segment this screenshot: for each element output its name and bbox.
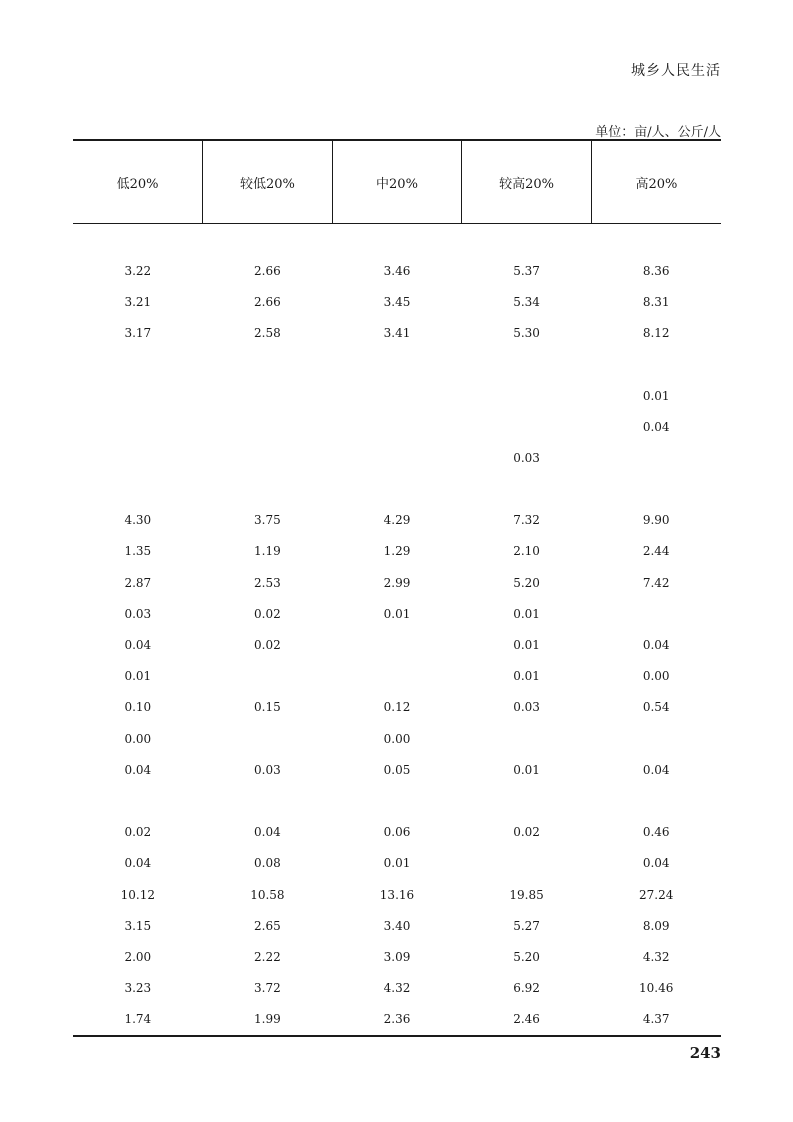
table-cell-lower-middle (203, 349, 333, 380)
column-header-upper-middle: 较高20% (462, 140, 592, 224)
table-cell-upper-middle: 0.03 (513, 450, 540, 465)
table-cell-middle: 0.01 (383, 606, 411, 621)
table-cell-upper-middle: 0.03 (513, 700, 540, 715)
table-cell-high: 4.37 (591, 1004, 721, 1036)
table-cell-high: 0.04 (642, 638, 670, 653)
table-row (73, 1004, 721, 1036)
table-row (73, 536, 721, 567)
table-cell-high (591, 349, 721, 380)
table-cell-middle: 3.40 (383, 918, 411, 933)
table-cell-upper-middle: 5.20 (513, 575, 540, 590)
table-cell-low: 3.15 (124, 918, 152, 933)
table-cell-middle: 0.05 (383, 762, 411, 777)
table-cell-low: 0.02 (124, 825, 152, 840)
table-cell-upper-middle: 0.02 (513, 825, 540, 840)
column-header-middle: 中20% (332, 140, 462, 224)
table-cell-lower-middle: 3.75 (254, 513, 281, 528)
table-cell-middle: 0.01 (383, 856, 411, 871)
table-cell-lower-middle (203, 474, 333, 505)
table-cell-low: 0.01 (124, 669, 152, 684)
table-cell-middle: 0.00 (383, 731, 411, 746)
table-cell-high: 8.12 (642, 326, 670, 341)
table-cell-upper-middle (462, 848, 592, 879)
column-header-high: 高20% (591, 140, 721, 224)
table-row (73, 567, 721, 598)
table-cell-upper-middle (462, 474, 592, 505)
table-cell-middle: 4.29 (383, 513, 411, 528)
table-cell-high: 27.24 (639, 887, 674, 902)
table-cell-lower-middle: 2.66 (254, 263, 281, 278)
table-cell-middle: 13.16 (379, 887, 415, 902)
table-row (73, 318, 721, 349)
table-cell-high: 8.31 (642, 294, 670, 309)
table-cell-low: 3.21 (124, 294, 152, 309)
table-cell-low: 10.12 (120, 887, 155, 902)
table-cell-low: 3.17 (124, 326, 152, 341)
table-cell-low: 0.10 (124, 700, 152, 715)
unit-label: 单位：亩/人、公斤/人 (595, 125, 721, 140)
table-row (73, 723, 721, 754)
table-row (73, 474, 721, 505)
table-cell-lower-middle: 0.15 (254, 700, 281, 715)
table-cell-upper-middle: 0.01 (513, 762, 540, 777)
table-cell-upper-middle (462, 785, 592, 816)
table-row (73, 629, 721, 660)
table-body (73, 224, 721, 1036)
table-row (73, 505, 721, 536)
table-cell-lower-middle (203, 785, 333, 816)
table-cell-middle (332, 349, 462, 380)
table-cell-middle: 3.46 (383, 263, 411, 278)
table-cell-upper-middle: 0.01 (513, 669, 540, 684)
table-cell-low (73, 442, 203, 473)
table-row (73, 910, 721, 941)
table-cell-upper-middle (462, 349, 592, 380)
column-header-low: 低20% (73, 140, 203, 224)
table-cell-high: 0.00 (642, 669, 670, 684)
table-row (73, 286, 721, 317)
table-cell-middle (332, 661, 462, 692)
table-cell-middle (332, 411, 462, 442)
table-row (73, 754, 721, 785)
data-table-container (73, 139, 721, 1037)
table-cell-low: 2.00 (124, 949, 152, 964)
table-cell-lower-middle: 0.02 (254, 606, 281, 621)
table-cell-low: 1.35 (124, 544, 152, 559)
table-cell-middle: 0.06 (383, 825, 411, 840)
table-cell-high: 8.36 (642, 263, 670, 278)
table-cell-middle (332, 785, 462, 816)
table-cell-upper-middle: 0.01 (513, 638, 540, 653)
table-cell-high: 0.04 (642, 856, 670, 871)
table-cell-middle: 4.32 (383, 981, 411, 996)
table-cell-high: 0.46 (642, 825, 670, 840)
table-cell-upper-middle: 5.34 (513, 294, 540, 309)
table-cell-lower-middle: 3.72 (254, 981, 281, 996)
table-cell-low (73, 380, 203, 411)
table-row (73, 442, 721, 473)
table-cell-high: 10.46 (639, 981, 674, 996)
table-row (73, 411, 721, 442)
table-cell-low: 1.74 (73, 1004, 203, 1036)
table-cell-upper-middle: 2.46 (462, 1004, 592, 1036)
table-cell-high: 8.09 (642, 918, 670, 933)
table-cell-low: 2.87 (124, 575, 152, 590)
table-cell-high: 0.54 (642, 700, 670, 715)
table-cell-high (591, 785, 721, 816)
table-cell-upper-middle: 5.37 (513, 263, 540, 278)
column-header-lower-middle: 较低20% (203, 140, 333, 224)
table-row (73, 817, 721, 848)
table-cell-upper-middle (462, 411, 592, 442)
table-cell-high (591, 442, 721, 473)
table-cell-middle (332, 629, 462, 660)
table-cell-low: 3.23 (124, 981, 152, 996)
table-cell-high: 9.90 (642, 513, 670, 528)
table-row (73, 380, 721, 411)
table-cell-lower-middle (203, 442, 333, 473)
table-cell-low: 3.22 (124, 263, 152, 278)
table-cell-high (591, 224, 721, 256)
table-cell-upper-middle (462, 723, 592, 754)
table-row (73, 598, 721, 629)
table-row (73, 941, 721, 972)
table-cell-low: 0.03 (124, 606, 152, 621)
table-cell-high (591, 723, 721, 754)
table-cell-lower-middle: 0.02 (254, 638, 281, 653)
table-cell-upper-middle: 7.32 (513, 513, 540, 528)
table-cell-low: 4.30 (124, 513, 152, 528)
table-row (73, 879, 721, 910)
table-cell-low (73, 349, 203, 380)
table-cell-lower-middle: 2.66 (254, 294, 281, 309)
table-cell-low (73, 411, 203, 442)
table-cell-upper-middle (462, 224, 592, 256)
table-cell-lower-middle: 1.19 (254, 544, 281, 559)
table-cell-lower-middle: 2.22 (254, 949, 281, 964)
table-cell-upper-middle: 2.10 (513, 544, 540, 559)
table-cell-low (73, 785, 203, 816)
table-cell-high (591, 598, 721, 629)
table-cell-lower-middle: 0.08 (254, 856, 281, 871)
table-row (73, 255, 721, 286)
table-cell-lower-middle (203, 411, 333, 442)
table-cell-high: 0.01 (642, 388, 670, 403)
table-row (73, 224, 721, 256)
table-cell-upper-middle: 5.20 (513, 949, 540, 964)
table-cell-lower-middle (203, 380, 333, 411)
table-cell-middle: 3.41 (383, 326, 411, 341)
table-row (73, 349, 721, 380)
table-cell-upper-middle: 5.30 (513, 326, 540, 341)
table-cell-upper-middle: 19.85 (509, 887, 544, 902)
table-cell-middle (332, 380, 462, 411)
table-cell-middle: 2.36 (332, 1004, 462, 1036)
table-cell-lower-middle: 0.03 (254, 762, 281, 777)
table-cell-high (591, 474, 721, 505)
table-cell-middle: 0.12 (383, 700, 411, 715)
table-cell-lower-middle: 10.58 (250, 887, 285, 902)
table-row (73, 848, 721, 879)
table-header-row (73, 140, 721, 224)
table-cell-middle (332, 224, 462, 256)
running-header-title: 城乡人民生活 (631, 63, 721, 79)
table-row (73, 692, 721, 723)
table-cell-lower-middle: 0.04 (254, 825, 281, 840)
table-cell-low (73, 224, 203, 256)
table-row (73, 661, 721, 692)
table-cell-low (73, 474, 203, 505)
table-cell-lower-middle: 2.53 (254, 575, 281, 590)
table-cell-lower-middle: 2.58 (254, 326, 281, 341)
table-cell-low: 0.04 (124, 762, 152, 777)
table-cell-high: 4.32 (642, 949, 670, 964)
table-cell-high: 7.42 (642, 575, 670, 590)
table-cell-high: 2.44 (642, 544, 670, 559)
table-cell-upper-middle (462, 380, 592, 411)
table-cell-low: 0.00 (124, 731, 152, 746)
table-cell-high: 0.04 (642, 419, 670, 434)
table-cell-middle (332, 442, 462, 473)
table-row (73, 973, 721, 1004)
data-table (73, 139, 721, 1037)
table-cell-lower-middle: 2.65 (254, 918, 281, 933)
table-cell-upper-middle: 5.27 (513, 918, 540, 933)
table-cell-middle (332, 474, 462, 505)
table-cell-high: 0.04 (642, 762, 670, 777)
table-cell-middle: 3.09 (383, 949, 411, 964)
table-cell-low: 0.04 (124, 638, 152, 653)
table-cell-lower-middle: 1.99 (203, 1004, 333, 1036)
table-cell-lower-middle (203, 723, 333, 754)
table-cell-upper-middle: 6.92 (513, 981, 540, 996)
table-cell-middle: 2.99 (383, 575, 411, 590)
table-row (73, 785, 721, 816)
page-number: 243 (689, 1044, 721, 1062)
table-cell-middle: 3.45 (383, 294, 411, 309)
table-cell-lower-middle (203, 661, 333, 692)
table-cell-middle: 1.29 (383, 544, 411, 559)
table-cell-lower-middle (203, 224, 333, 256)
table-cell-upper-middle: 0.01 (513, 606, 540, 621)
table-cell-low: 0.04 (124, 856, 152, 871)
